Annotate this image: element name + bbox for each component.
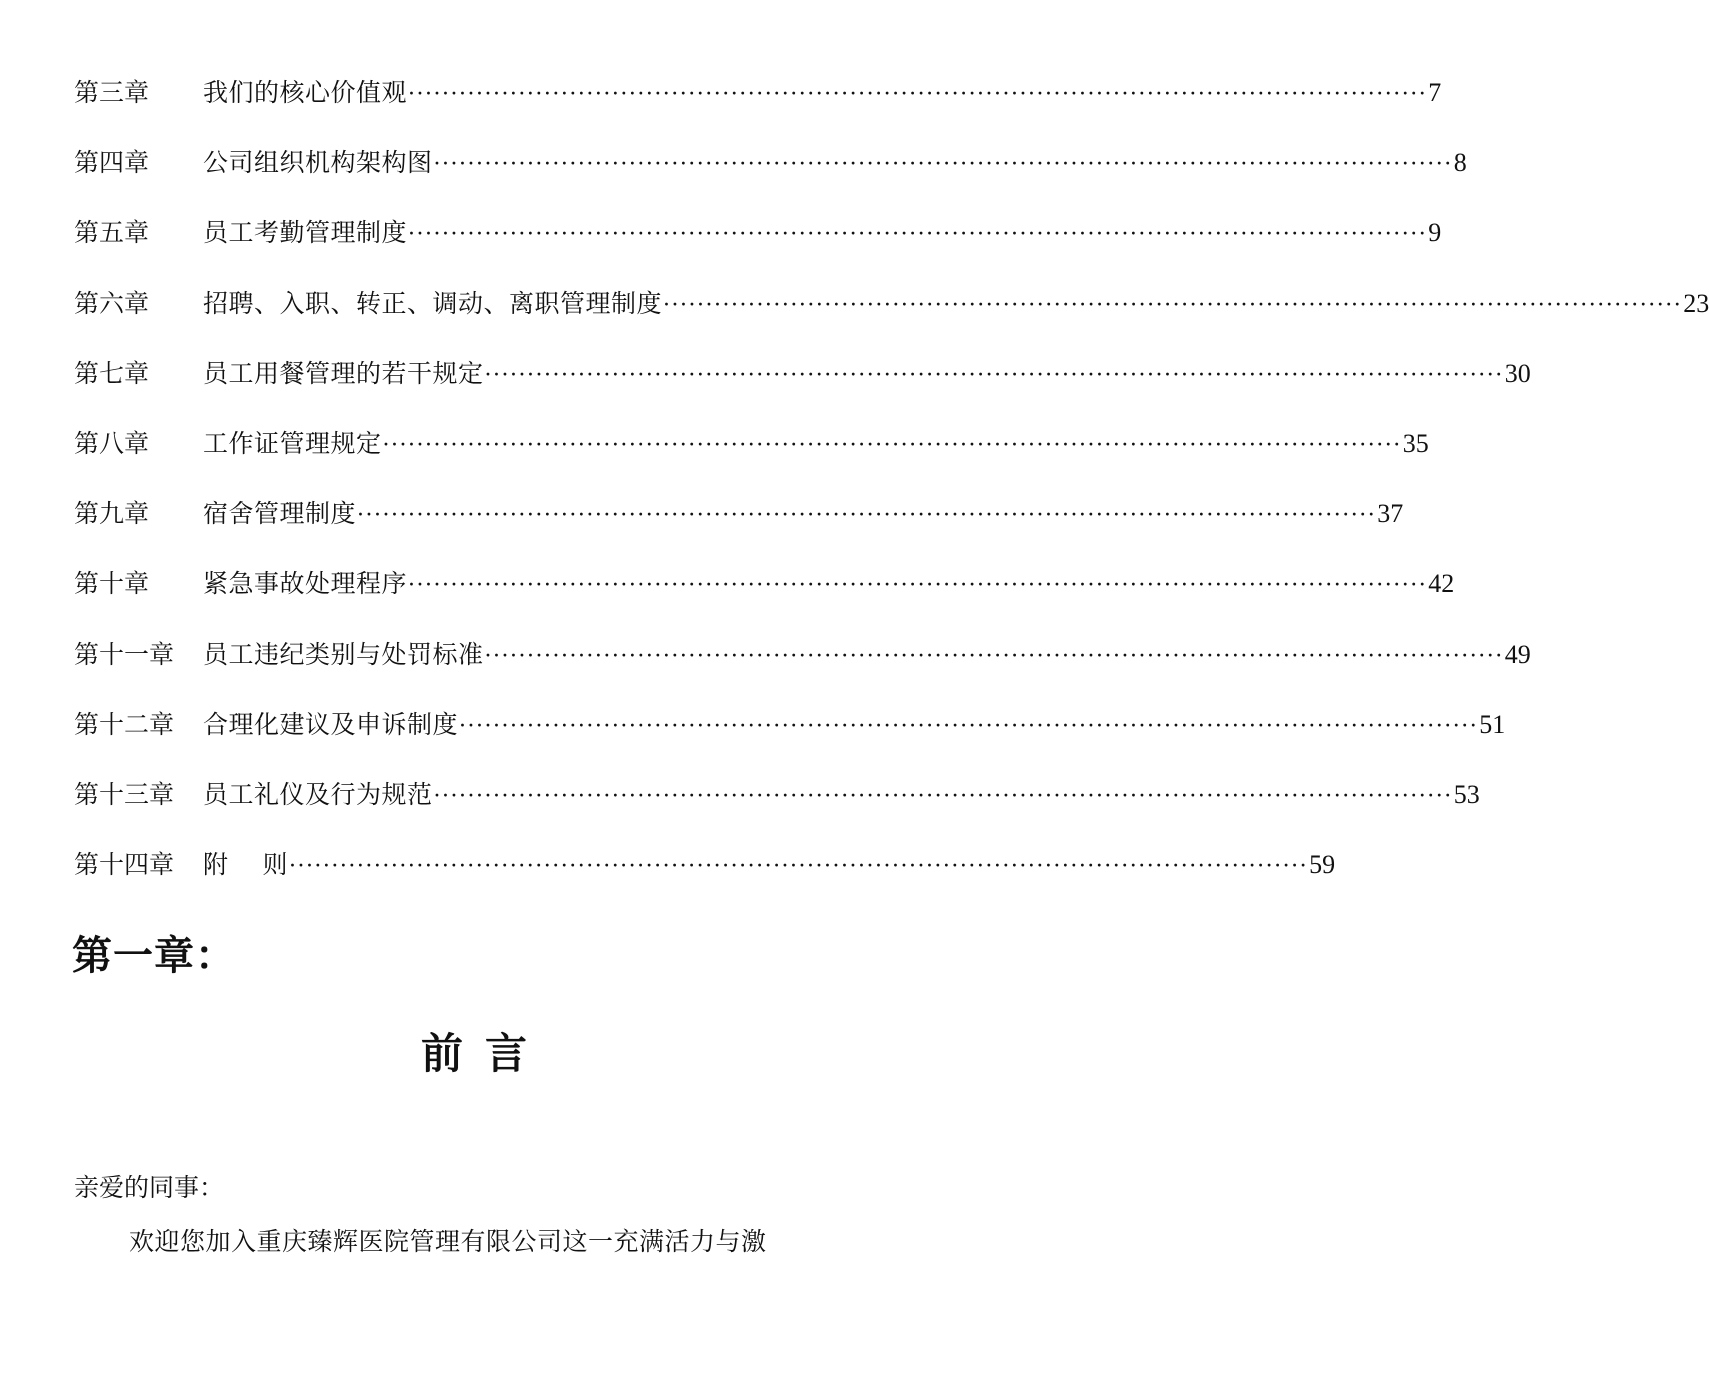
toc-row bbox=[74, 423, 1429, 493]
body-paragraph: 欢迎您加入重庆臻辉医院管理有限公司这一充满活力与激 bbox=[129, 1227, 767, 1256]
toc-page-number: 30 bbox=[1504, 358, 1531, 388]
toc-page-number: 51 bbox=[1479, 709, 1506, 739]
toc-chapter-title: 合理化建议及申诉制度 bbox=[203, 709, 459, 739]
toc-chapter-number: 第八章 bbox=[74, 428, 150, 458]
toc-chapter-number: 第六章 bbox=[74, 288, 150, 318]
toc-row bbox=[74, 563, 1455, 633]
toc-leader-dots: ························································································································ bbox=[408, 573, 1428, 599]
toc-chapter-number: 第五章 bbox=[74, 218, 150, 248]
toc-chapter-number: 第三章 bbox=[74, 78, 150, 107]
toc-leader-dots: ························································································································ bbox=[382, 432, 1402, 458]
toc-chapter-number: 第十三章 bbox=[74, 779, 175, 809]
toc-chapter-title: 员工违纪类别与处罚标准 bbox=[203, 639, 484, 669]
toc-row bbox=[74, 634, 1531, 704]
toc-chapter-number: 第十章 bbox=[74, 569, 150, 599]
toc-leader-dots: ························································································································ bbox=[408, 82, 1428, 107]
toc-chapter-number: 第七章 bbox=[74, 358, 150, 388]
toc-chapter-title: 员工礼仪及行为规范 bbox=[203, 779, 433, 809]
toc-page-number: 42 bbox=[1428, 569, 1455, 599]
toc-leader-dots: ························································································································ bbox=[288, 854, 1309, 880]
toc-leader-dots: ························································································································ bbox=[484, 362, 1504, 388]
greeting: 亲爱的同事： bbox=[74, 1173, 225, 1202]
toc-chapter-title: 公司组织机构架构图 bbox=[203, 148, 433, 178]
toc-row bbox=[74, 142, 1467, 212]
chapter-heading: 第一章： bbox=[72, 933, 236, 979]
toc-leader-dots: ························································································································ bbox=[484, 643, 1504, 669]
toc-page-number: 35 bbox=[1402, 428, 1429, 458]
toc-chapter-title: 附 则 bbox=[203, 850, 288, 880]
toc-page-number: 59 bbox=[1309, 850, 1336, 880]
toc-page-number: 37 bbox=[1377, 499, 1404, 529]
toc-page-number: 9 bbox=[1428, 218, 1442, 248]
toc-chapter-title: 员工用餐管理的若干规定 bbox=[203, 358, 484, 388]
toc-leader-dots: ························································································································ bbox=[408, 222, 1428, 248]
toc-leader-dots: ························································································································ bbox=[433, 783, 1453, 809]
toc-row bbox=[74, 353, 1531, 423]
toc-row bbox=[74, 844, 1336, 914]
table-of-contents bbox=[74, 72, 1709, 914]
toc-row bbox=[74, 283, 1709, 353]
toc-row bbox=[74, 774, 1480, 844]
toc-row bbox=[74, 212, 1442, 282]
toc-chapter-number: 第十二章 bbox=[74, 709, 175, 739]
toc-leader-dots: ························································································································ bbox=[357, 503, 1377, 529]
toc-chapter-title: 招聘、入职、转正、调动、离职管理制度 bbox=[203, 288, 663, 318]
toc-chapter-title: 紧急事故处理程序 bbox=[203, 569, 408, 599]
toc-row bbox=[74, 704, 1506, 774]
toc-chapter-number: 第十四章 bbox=[74, 850, 175, 880]
section-title: 前言 bbox=[420, 1029, 549, 1078]
toc-row bbox=[74, 72, 1442, 142]
toc-leader-dots: ························································································································ bbox=[433, 152, 1453, 178]
toc-chapter-title: 我们的核心价值观 bbox=[203, 78, 408, 107]
toc-chapter-title: 宿舍管理制度 bbox=[203, 499, 357, 529]
toc-row bbox=[74, 493, 1404, 563]
toc-chapter-title: 员工考勤管理制度 bbox=[203, 218, 408, 248]
toc-page-number: 7 bbox=[1428, 78, 1442, 107]
toc-page-number: 23 bbox=[1683, 288, 1709, 318]
toc-chapter-number: 第四章 bbox=[74, 148, 150, 178]
toc-leader-dots: ························································································································ bbox=[459, 713, 1479, 739]
toc-chapter-number: 第九章 bbox=[74, 499, 150, 529]
toc-chapter-number: 第十一章 bbox=[74, 639, 175, 669]
toc-page-number: 49 bbox=[1504, 639, 1531, 669]
toc-page-number: 53 bbox=[1453, 779, 1480, 809]
toc-page-number: 8 bbox=[1453, 148, 1467, 178]
toc-chapter-title: 工作证管理规定 bbox=[203, 428, 382, 458]
toc-leader-dots: ························································································································ bbox=[663, 292, 1683, 318]
